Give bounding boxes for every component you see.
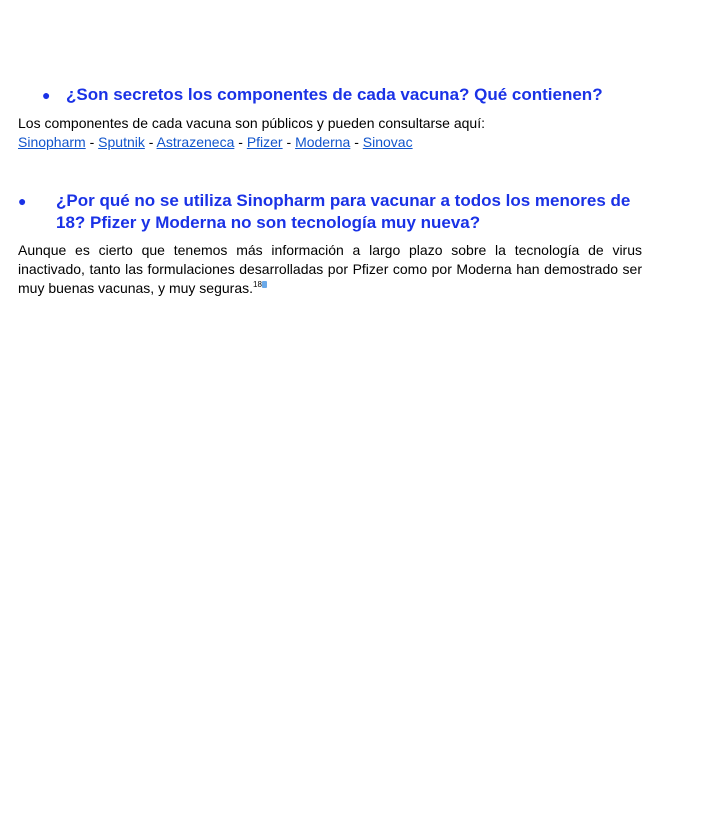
link-separator: - (85, 134, 99, 150)
footnote-reference[interactable]: 18 (253, 280, 262, 289)
link-sputnik[interactable]: Sputnik (98, 134, 145, 150)
link-separator: - (282, 134, 296, 150)
bullet-marker: ● (18, 193, 27, 209)
comment-marker-icon[interactable] (262, 281, 267, 288)
link-separator: - (234, 134, 247, 150)
section-heading-sinopharm-minors: ¿Por qué no se utiliza Sinopharm para vacunar a todos los menores de 18? Pfizer y Moderna no son tecnología muy nueva? (56, 191, 631, 232)
link-separator: - (144, 134, 157, 150)
link-sinopharm[interactable]: Sinopharm (18, 134, 86, 150)
link-separator: - (350, 134, 363, 150)
link-sinovac[interactable]: Sinovac (362, 134, 413, 150)
link-moderna[interactable]: Moderna (295, 134, 351, 150)
section-heading-components: ¿Son secretos los componentes de cada vacuna? Qué contienen? (66, 85, 603, 104)
components-intro-text: Los componentes de cada vacuna son públicos y pueden consultarse aquí: (18, 115, 485, 131)
link-pfizer[interactable]: Pfizer (246, 134, 283, 150)
link-astrazeneca[interactable]: Astrazeneca (156, 134, 235, 150)
answer-text: Aunque es cierto que tenemos más información a largo plazo sobre la tecnología de virus inactivado, tanto las formulaciones desarrolladas por Pfizer como por Moderna han demostrado ser muy buenas vacunas, y muy seguras. (18, 242, 642, 296)
vaccine-links-row (18, 133, 413, 152)
bullet-marker: ● (42, 87, 51, 103)
sinopharm-answer-paragraph (18, 241, 642, 298)
